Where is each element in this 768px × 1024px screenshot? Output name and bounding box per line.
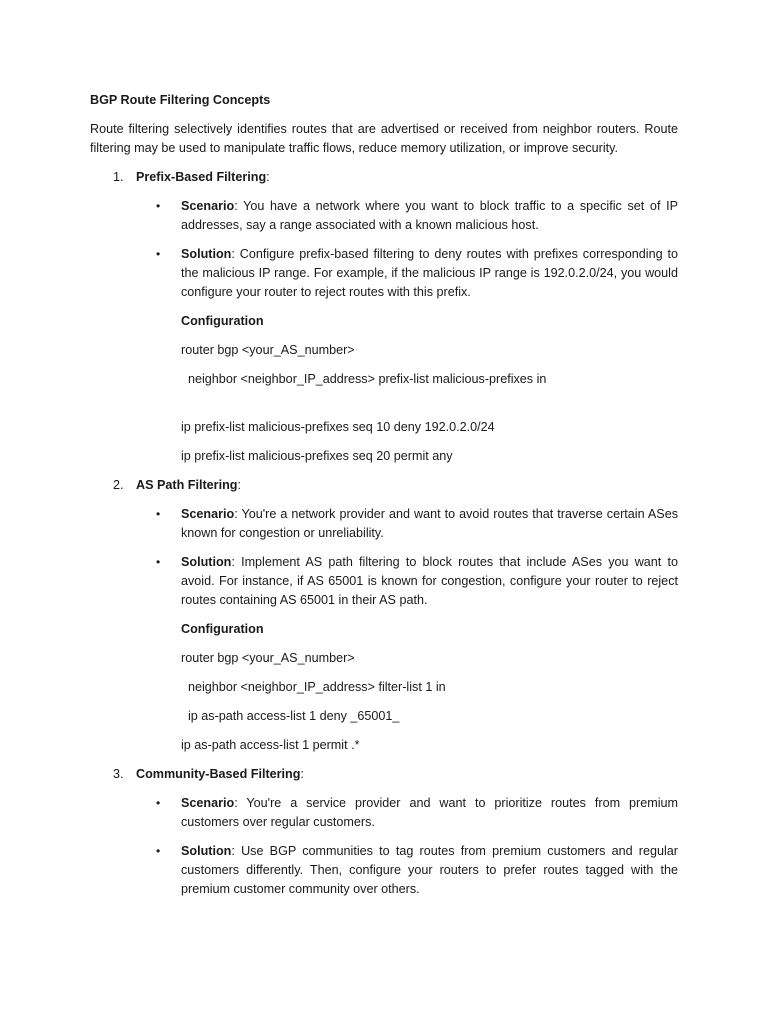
solution-item [90,245,678,302]
section-number: 1. [113,170,124,184]
solution-text: : Implement AS path filtering to block routes that include ASes you want to avoid. For instance, if AS 65001 is known for congestion, configure your router to reject routes containing AS 65001 in their AS path. [181,555,678,607]
page-title: BGP Route Filtering Concepts [90,93,271,107]
section-prefix-filtering [90,168,678,466]
section-title: Prefix-Based Filtering [136,170,267,184]
scenario-item [90,794,678,832]
configuration-block [90,620,678,755]
bullet-icon: • [156,199,161,213]
config-line: router bgp <your_AS_number> [181,651,355,665]
section-heading [90,168,678,187]
intro-paragraph: Route filtering selectively identifies routes that are advertised or received from neighbor routers. Route filtering may be used to manipulate traffic flows, reduce memory utilization, or improve security. [90,122,678,155]
section-number: 3. [113,767,124,781]
solution-label: Solution [181,555,232,569]
section-heading [90,765,678,784]
configuration-label: Configuration [181,622,264,636]
scenario-item [90,505,678,543]
document-page [90,91,678,909]
config-line: router bgp <your_AS_number> [181,343,355,357]
scenario-text: : You have a network where you want to block traffic to a specific set of IP addresses, say a range associated with a known malicious host. [181,199,678,232]
configuration-block [90,312,678,466]
scenario-label: Scenario [181,507,235,521]
scenario-label: Scenario [181,199,235,213]
section-colon: : [266,170,270,184]
section-title: Community-Based Filtering [136,767,301,781]
config-line: ip as-path access-list 1 permit .* [181,738,360,752]
bullet-icon: • [156,555,161,569]
bullet-icon: • [156,507,161,521]
scenario-label: Scenario [181,796,235,810]
section-colon: : [237,478,241,492]
scenario-item [90,197,678,235]
solution-text: : Configure prefix-based filtering to deny routes with prefixes corresponding to the malicious IP range. For example, if the malicious IP range is 192.0.2.0/24, you would configure your router to reject routes with this prefix. [181,247,678,299]
section-as-path-filtering [90,476,678,755]
config-line: neighbor <neighbor_IP_address> prefix-list malicious-prefixes in [181,372,547,386]
section-title: AS Path Filtering [136,478,238,492]
bullet-icon: • [156,247,161,261]
scenario-text: : You're a network provider and want to avoid routes that traverse certain ASes known for congestion or unreliability. [181,507,678,540]
section-number: 2. [113,478,124,492]
solution-item [90,842,678,899]
section-heading [90,476,678,495]
config-line: ip prefix-list malicious-prefixes seq 20 permit any [181,449,453,463]
config-line: ip prefix-list malicious-prefixes seq 10 deny 192.0.2.0/24 [181,420,495,434]
config-line: ip as-path access-list 1 deny _65001_ [181,709,400,723]
configuration-label: Configuration [181,314,264,328]
solution-label: Solution [181,247,232,261]
solution-label: Solution [181,844,232,858]
solution-text: : Use BGP communities to tag routes from premium customers and regular customers differently. Then, configure your routers to prefer routes tagged with the premium customer community over others. [181,844,678,896]
config-line: neighbor <neighbor_IP_address> filter-list 1 in [181,680,446,694]
section-community-filtering [90,765,678,899]
solution-item [90,553,678,610]
scenario-text: : You're a service provider and want to prioritize routes from premium customers over regular customers. [181,796,678,829]
bullet-icon: • [156,844,161,858]
section-colon: : [300,767,304,781]
bullet-icon: • [156,796,161,810]
